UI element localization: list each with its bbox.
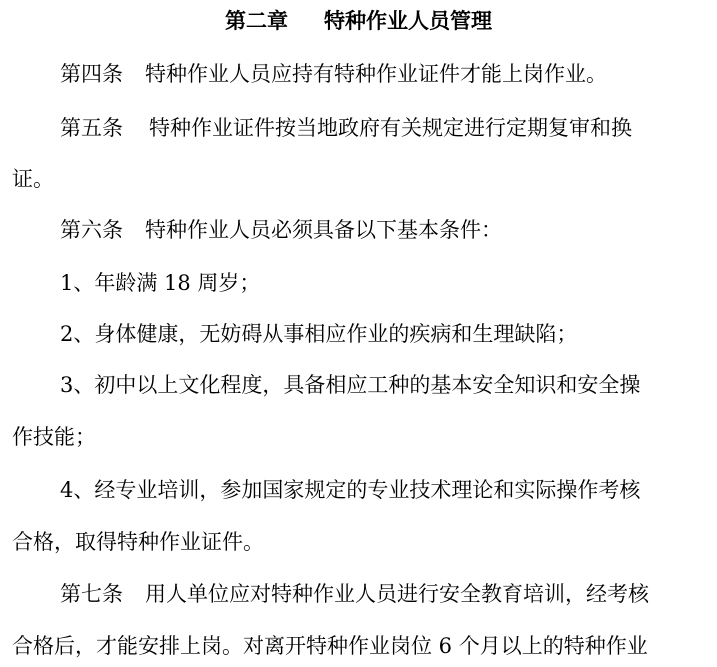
article-6-item-4-line-1: 4、经专业培训，参加国家规定的专业技术理论和实际操作考核 — [60, 478, 641, 502]
article-5-line-2: 证。 — [12, 167, 54, 191]
article-4 — [0, 59, 717, 89]
article-7-number: 第七条 — [60, 582, 123, 606]
article-6 — [0, 215, 717, 245]
chapter-heading — [0, 6, 717, 36]
article-7-text: 用人单位应对特种作业人员进行安全教育培训，经考核 — [145, 582, 649, 606]
article-4-number: 第四条 — [60, 62, 123, 86]
chapter-number: 第二章 — [225, 9, 288, 33]
article-5-number: 第五条 — [60, 116, 123, 140]
article-6-text: 特种作业人员必须具备以下基本条件： — [145, 218, 502, 242]
article-6-item-2: 2、身体健康，无妨碍从事相应作业的疾病和生理缺陷； — [60, 322, 578, 346]
article-7-line-1 — [0, 579, 717, 609]
article-6-item-4-line-2: 合格，取得特种作业证件。 — [12, 530, 264, 554]
article-5-line-1 — [0, 113, 717, 143]
article-6-item-3-line-1: 3、初中以上文化程度，具备相应工种的基本安全知识和安全操 — [60, 373, 641, 397]
article-7-line-2: 合格后，才能安排上岗。对离开特种作业岗位 6 个月以上的特种作业 — [12, 634, 648, 658]
article-5-text: 特种作业证件按当地政府有关规定进行定期复审和换 — [149, 116, 632, 140]
article-6-number: 第六条 — [60, 218, 123, 242]
article-6-item-3-line-2: 作技能； — [12, 425, 96, 449]
article-6-item-1: 1、年龄满 18 周岁； — [60, 271, 261, 295]
chapter-title: 特种作业人员管理 — [324, 9, 492, 33]
article-4-text: 特种作业人员应持有特种作业证件才能上岗作业。 — [145, 62, 607, 86]
